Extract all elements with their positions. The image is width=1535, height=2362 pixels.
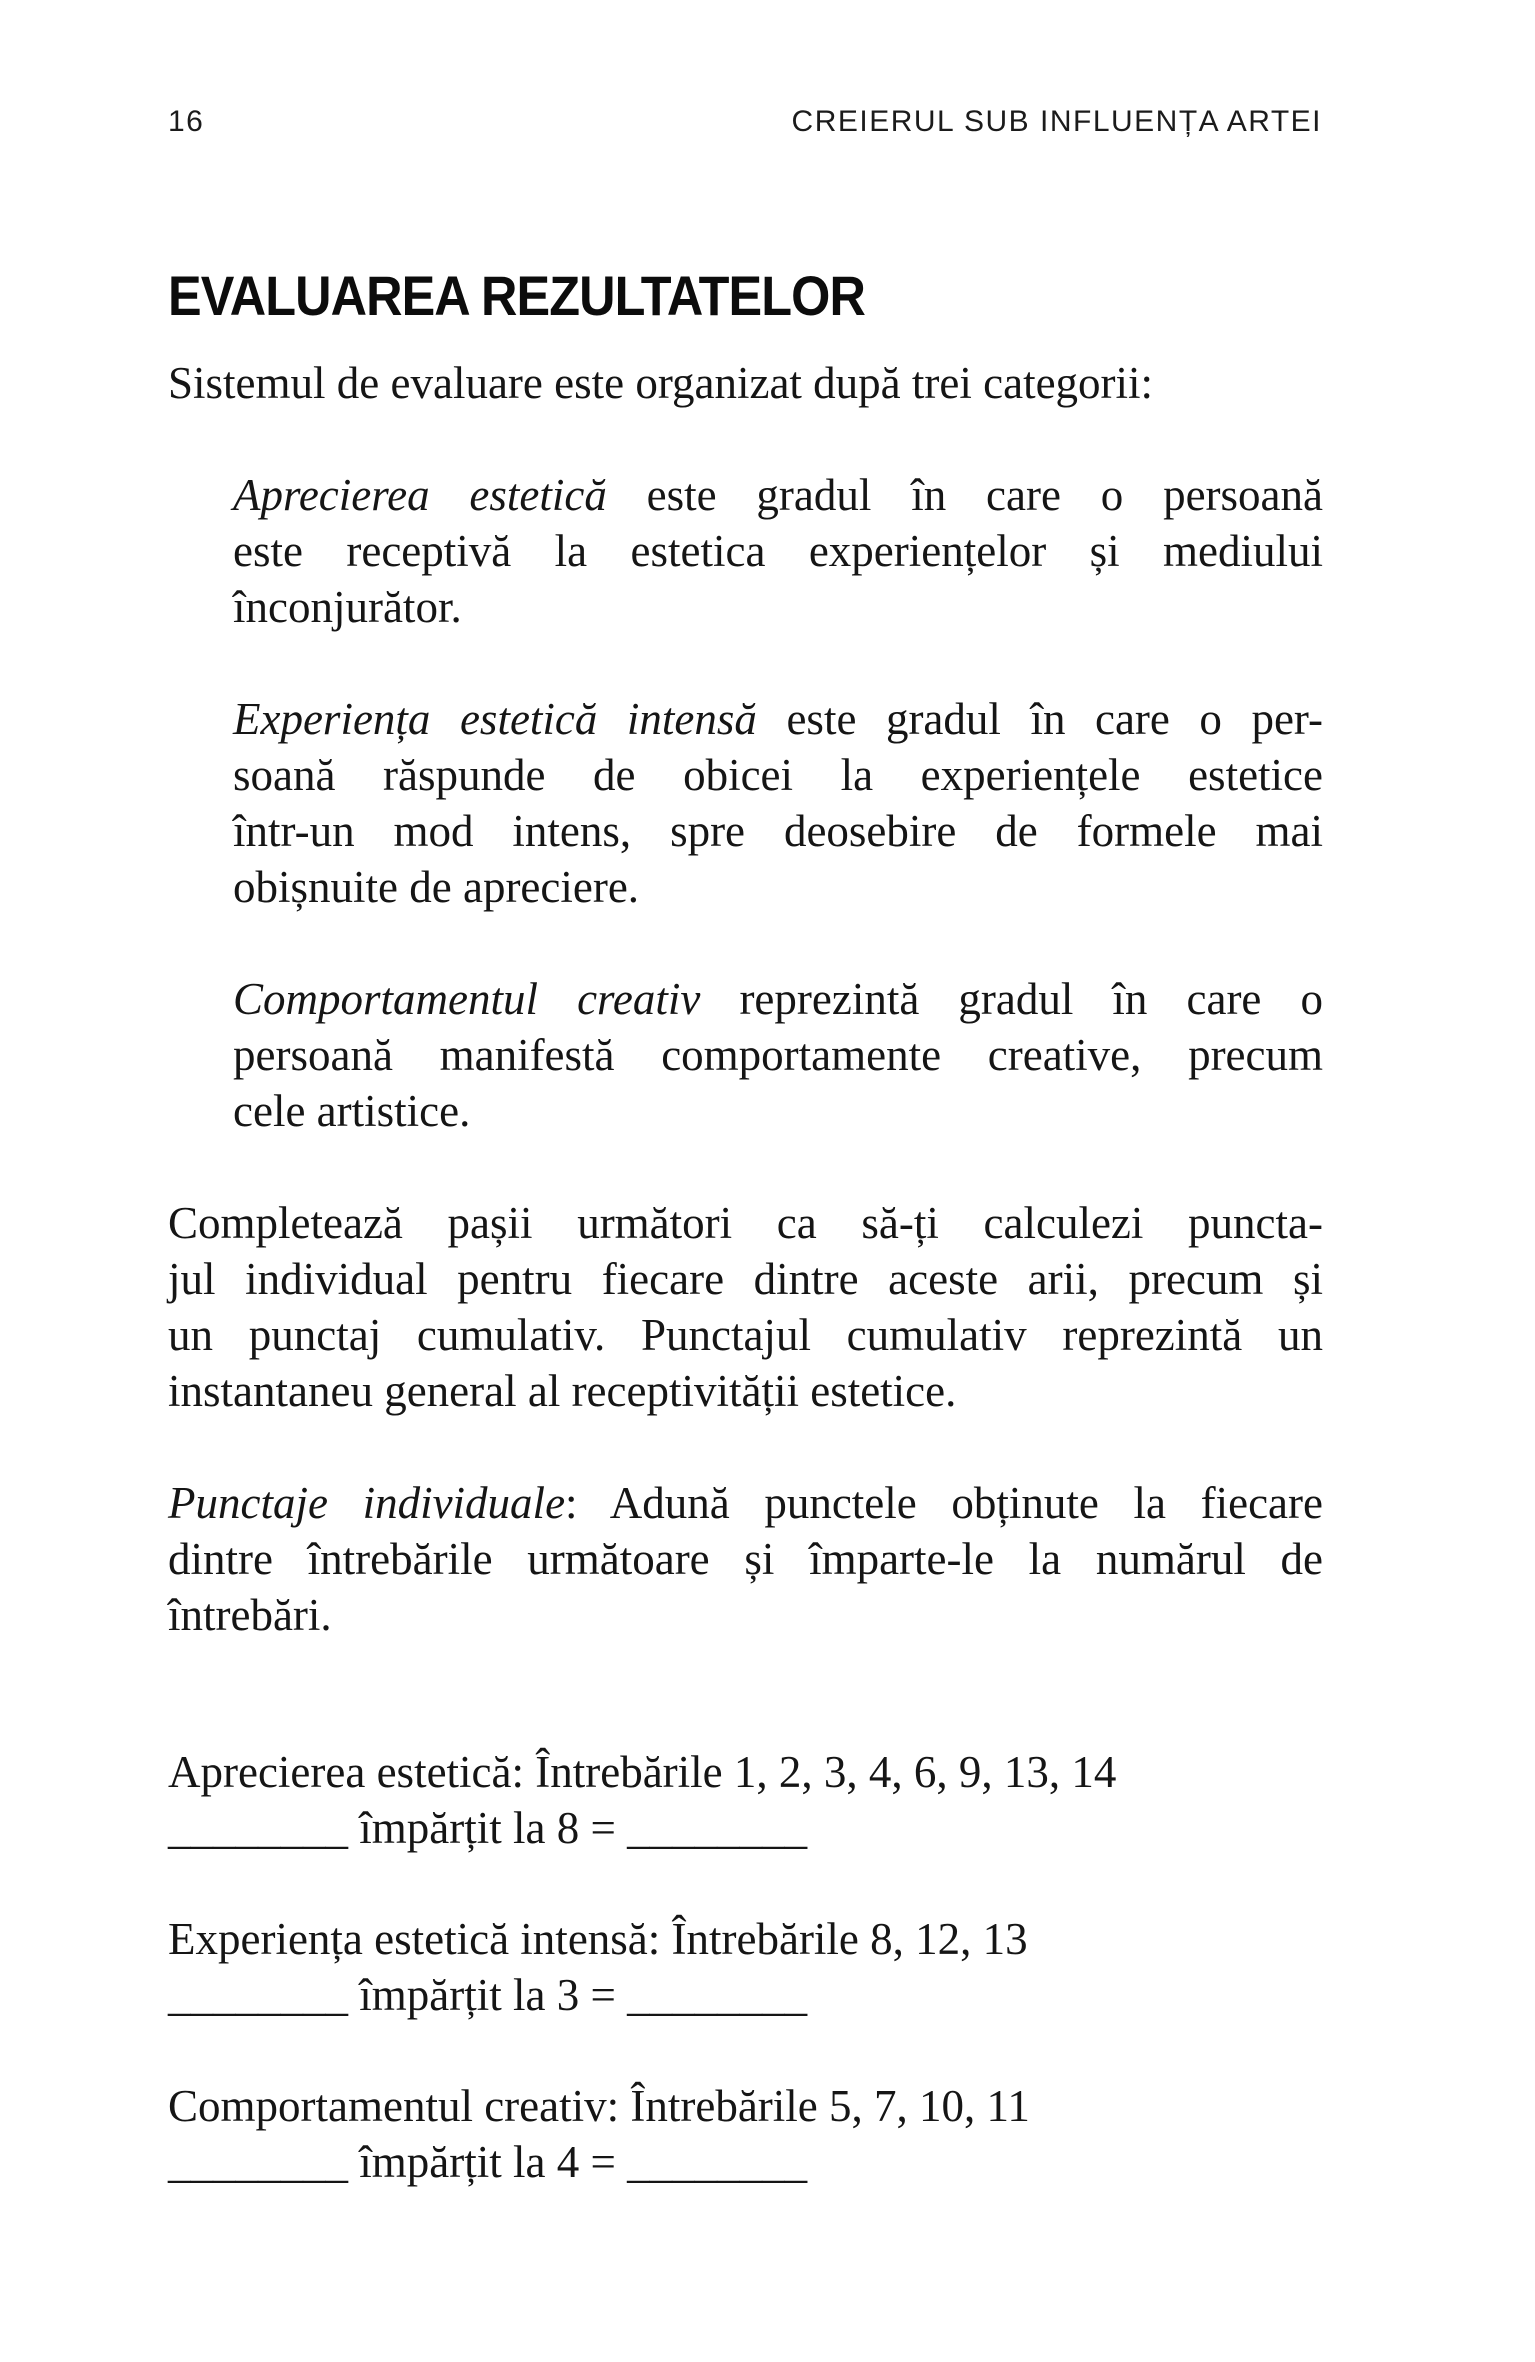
text-line bbox=[168, 1363, 1323, 1419]
paragraph bbox=[168, 1195, 1323, 1419]
running-title: CREIERUL SUB INFLUENȚA ARTEI bbox=[791, 105, 1322, 138]
text-segment: este receptivă la estetica experiențelor și mediului bbox=[233, 526, 1323, 576]
text-segment: obișnuite de apreciere. bbox=[233, 862, 640, 912]
text-line bbox=[168, 1195, 1323, 1251]
text-segment: un punctaj cumulativ. Punctajul cumulativ reprezintă un bbox=[168, 1310, 1323, 1360]
text-line bbox=[233, 579, 1323, 635]
text-segment: este gradul în care o per- bbox=[756, 694, 1323, 744]
text-line bbox=[233, 803, 1323, 859]
text-segment: este gradul în care o persoană bbox=[606, 470, 1323, 520]
score-section bbox=[168, 1744, 1323, 1856]
score-title-line: Comportamentul creativ: Întrebările 5, 7, 10, 11 bbox=[168, 2081, 1030, 2131]
text-segment: Sistemul de evaluare este organizat după trei categorii: bbox=[168, 358, 1154, 408]
body-text bbox=[168, 355, 1323, 2190]
score-formula-line: ________ împărțit la 3 = ________ bbox=[168, 1970, 808, 2020]
italic-term: Experiența estetică intensă bbox=[233, 694, 757, 744]
score-formula-line: ________ împărțit la 8 = ________ bbox=[168, 1803, 808, 1853]
score-title-line: Experiența estetică intensă: Întrebările 8, 12, 13 bbox=[168, 1914, 1028, 1964]
text-line bbox=[233, 523, 1323, 579]
text-segment: reprezintă gradul în care o bbox=[700, 974, 1323, 1024]
paragraph bbox=[168, 691, 1323, 915]
text-line bbox=[168, 355, 1323, 411]
score-title-line: Aprecierea estetică: Întrebările 1, 2, 3, 4, 6, 9, 13, 14 bbox=[168, 1747, 1117, 1797]
score-section bbox=[168, 1911, 1323, 2023]
text-line bbox=[168, 1475, 1323, 1531]
paragraph bbox=[168, 971, 1323, 1139]
text-segment: întrebări. bbox=[168, 1590, 332, 1640]
text-line bbox=[168, 1251, 1323, 1307]
score-formula-line: ________ împărțit la 4 = ________ bbox=[168, 2137, 808, 2187]
text-segment: într-un mod intens, spre deosebire de formele mai bbox=[233, 806, 1323, 856]
text-line bbox=[233, 971, 1323, 1027]
text-segment: dintre întrebările următoare și împarte-le la numărul de bbox=[168, 1534, 1323, 1584]
text-line bbox=[168, 1307, 1323, 1363]
text-line bbox=[168, 1587, 1323, 1643]
text-line bbox=[233, 859, 1323, 915]
text-line bbox=[233, 747, 1323, 803]
text-line bbox=[233, 467, 1323, 523]
text-segment: instantaneu general al receptivității estetice. bbox=[168, 1366, 957, 1416]
running-header bbox=[168, 107, 1322, 137]
text-segment: cele artistice. bbox=[233, 1086, 471, 1136]
text-line bbox=[233, 1083, 1323, 1139]
text-line bbox=[168, 1531, 1323, 1587]
italic-term: Comportamentul creativ bbox=[233, 974, 701, 1024]
text-segment: înconjurător. bbox=[233, 582, 462, 632]
section-heading: EVALUAREA REZULTATELOR bbox=[168, 264, 865, 327]
paragraph bbox=[168, 467, 1323, 635]
score-section bbox=[168, 2078, 1323, 2190]
paragraph bbox=[168, 355, 1323, 411]
italic-term: Aprecierea estetică bbox=[233, 470, 607, 520]
text-segment: Completează pașii următori ca să-ți calculezi puncta- bbox=[168, 1198, 1323, 1248]
text-segment: soană răspunde de obicei la experiențele estetice bbox=[233, 750, 1323, 800]
paragraph bbox=[168, 1475, 1323, 1643]
text-segment: : Adună punctele obținute la fiecare bbox=[565, 1478, 1323, 1528]
italic-term: Punctaje individuale bbox=[168, 1478, 566, 1528]
text-line bbox=[233, 1027, 1323, 1083]
page-number: 16 bbox=[168, 105, 205, 138]
text-segment: persoană manifestă comportamente creative, precum bbox=[233, 1030, 1323, 1080]
text-segment: jul individual pentru fiecare dintre aceste arii, precum și bbox=[168, 1254, 1323, 1304]
text-line bbox=[233, 691, 1323, 747]
